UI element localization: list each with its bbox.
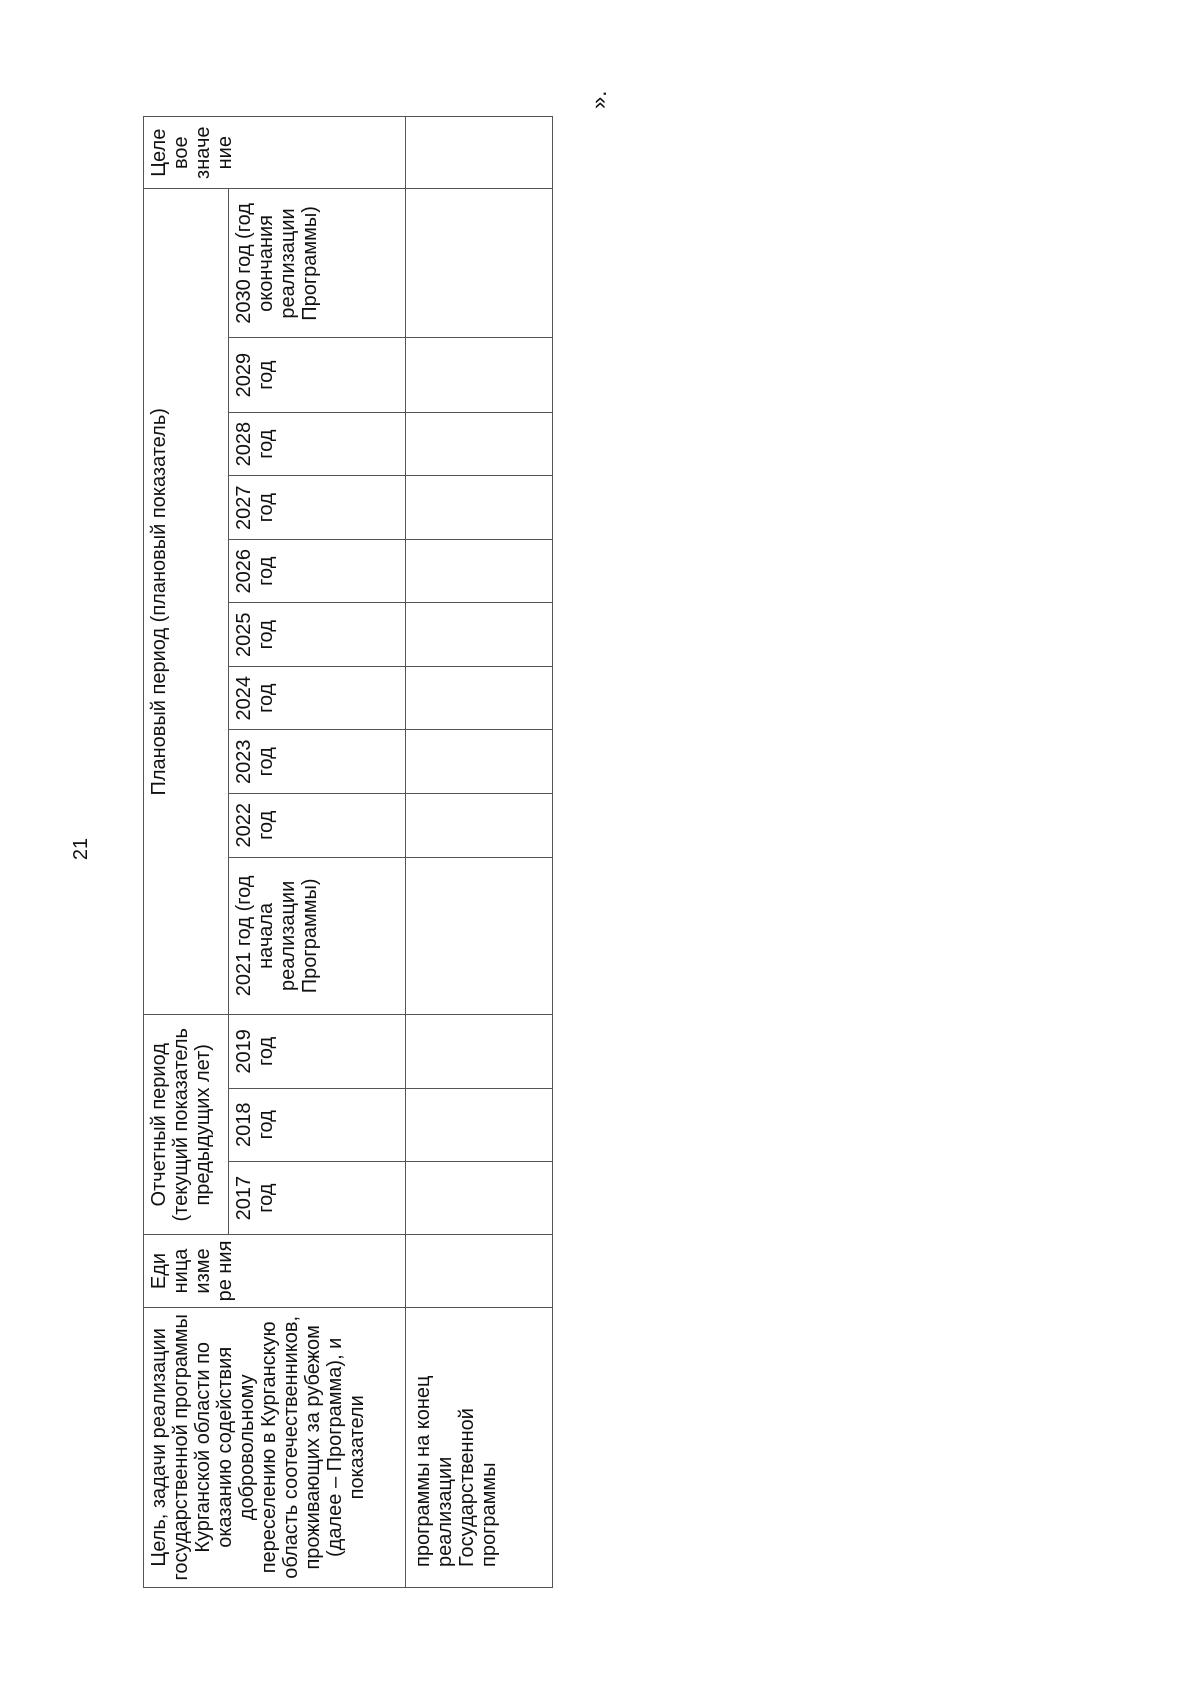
year-2028: 2028 год <box>229 412 406 476</box>
year-2019: 2019 год <box>229 1015 406 1088</box>
page-number: 21 <box>70 837 92 861</box>
table-row <box>406 117 553 1588</box>
row-goal-cell <box>406 1307 553 1587</box>
row-2028-cell <box>406 412 553 476</box>
row-2025-cell <box>406 603 553 667</box>
header-plan-period: Плановый период (плановый показатель) <box>144 189 229 1015</box>
closing-quote-mark: ». <box>586 90 611 109</box>
year-2029: 2029 год <box>229 338 406 412</box>
year-2027: 2027 год <box>229 476 406 540</box>
row-2019-cell <box>406 1015 553 1088</box>
indicators-table <box>143 116 553 1588</box>
year-2024: 2024 год <box>229 666 406 730</box>
header-goal-cell: Цель, задачи реализации государственной программы Курганской области по оказанию содействия добровольному переселению в Курганскую область соотечественников, проживающих за рубежом (далее – Программа), и показатели <box>144 1307 406 1587</box>
year-2025: 2025 год <box>229 603 406 667</box>
header-unit-cell: Еди ница изме ре ния <box>144 1235 406 1307</box>
row-target-cell <box>406 117 553 189</box>
row-unit-cell <box>406 1235 553 1307</box>
row-2023-cell <box>406 730 553 794</box>
row-2021-cell <box>406 857 553 1015</box>
row-2017-cell <box>406 1161 553 1234</box>
row-2018-cell <box>406 1088 553 1161</box>
row-2024-cell <box>406 666 553 730</box>
year-2030: 2030 год (год окончания реализации Программы) <box>229 189 406 338</box>
header-report-period: Отчетный период (текущий показатель предыдущих лет) <box>144 1015 229 1235</box>
header-row-1 <box>144 117 229 1588</box>
row-2029-cell <box>406 338 553 412</box>
year-2026: 2026 год <box>229 539 406 603</box>
year-2017: 2017 год <box>229 1161 406 1234</box>
row-2022-cell <box>406 794 553 858</box>
row-2030-cell <box>406 189 553 338</box>
header-target-cell: Целе вое значе ние <box>144 117 406 189</box>
year-2022: 2022 год <box>229 794 406 858</box>
year-2023: 2023 год <box>229 730 406 794</box>
row-goal-text: программы на конец реализации Государственной программы <box>412 1375 501 1567</box>
row-2027-cell <box>406 476 553 540</box>
row-2026-cell <box>406 539 553 603</box>
year-2018: 2018 год <box>229 1088 406 1161</box>
year-2021: 2021 год (год начала реализации Программы) <box>229 857 406 1015</box>
